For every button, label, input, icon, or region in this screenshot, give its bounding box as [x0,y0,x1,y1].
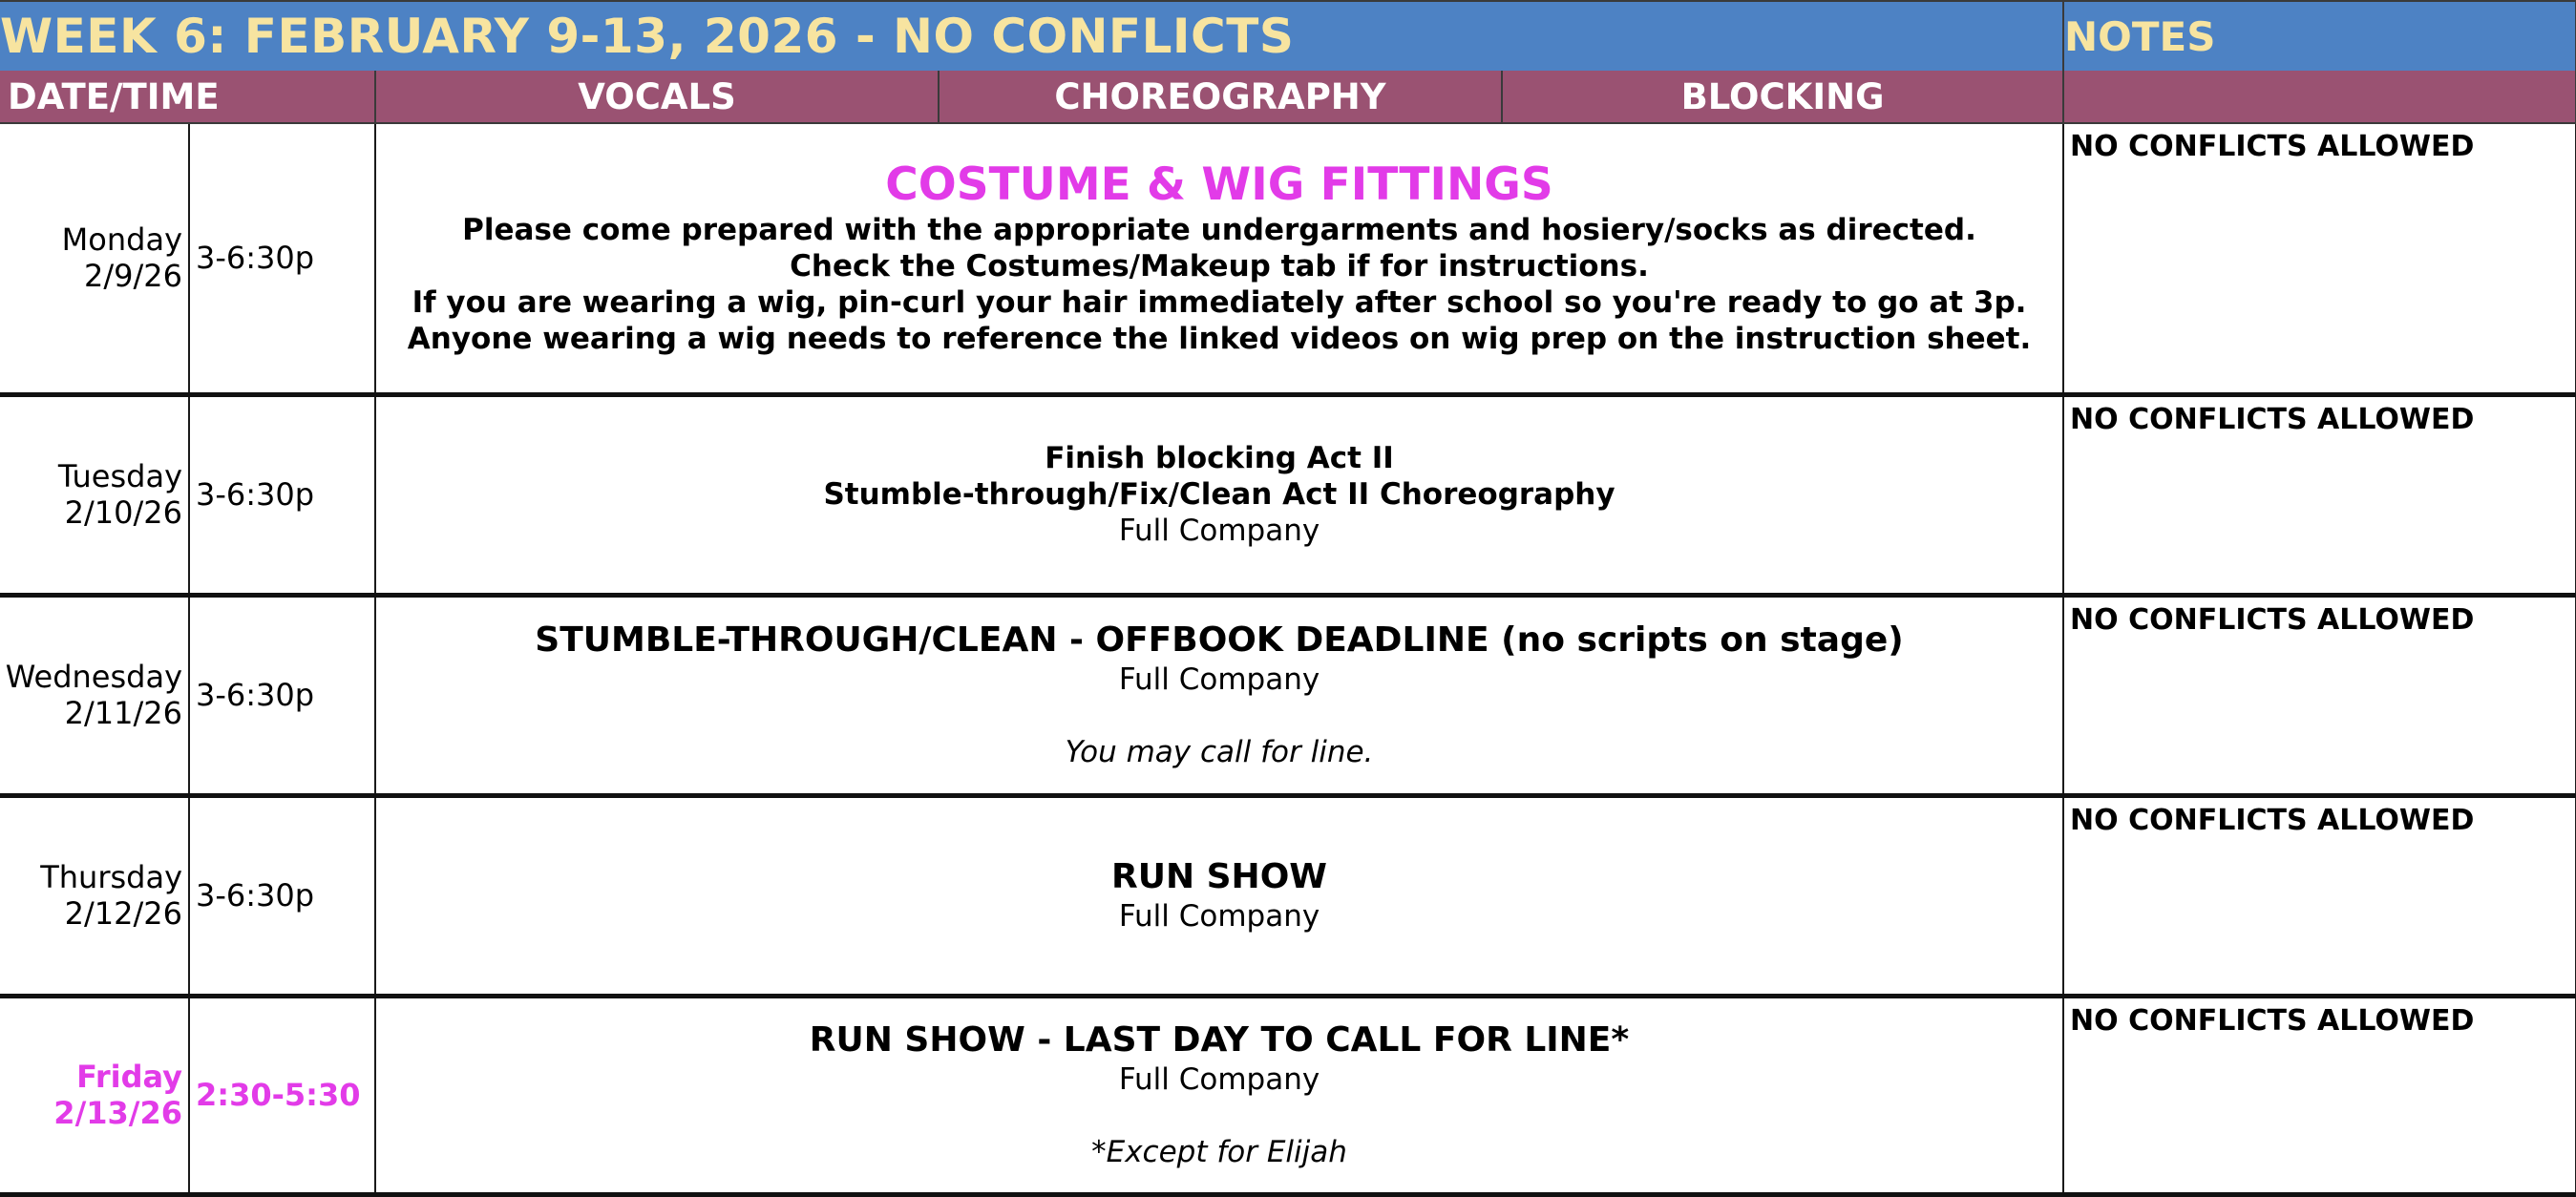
blocking-header[interactable]: BLOCKING [1502,71,2063,123]
column-header-row [0,71,2576,123]
date-cell[interactable] [0,996,189,1194]
vocals-header[interactable]: VOCALS [375,71,939,123]
activity-line: Anyone wearing a wig needs to reference the linked videos on wig prep on the instruction sheet. [407,322,2032,357]
activity-note: You may call for line. [1065,735,1374,769]
notes-header[interactable]: NOTES [2063,1,2576,71]
schedule-row-tuesday [0,394,2576,595]
day-date: 2/13/26 [53,1095,182,1131]
day-name: Tuesday [57,458,182,494]
activity-cell[interactable] [375,795,2063,996]
day-name: Thursday [40,859,182,895]
activity-line: Finish blocking Act II [1045,441,1394,475]
time-cell[interactable]: 3-6:30p [189,394,375,595]
schedule-row-monday [0,123,2576,394]
activity-cell[interactable] [375,595,2063,795]
day-name: Wednesday [5,659,182,695]
time-cell[interactable]: 3-6:30p [189,123,375,394]
date-cell[interactable] [0,123,189,394]
activity-cell[interactable] [375,394,2063,595]
choreography-header[interactable]: CHOREOGRAPHY [939,71,1502,123]
day-date: 2/9/26 [84,258,182,295]
datetime-header[interactable]: DATE/TIME [0,71,375,123]
notes-cell[interactable]: NO CONFLICTS ALLOWED [2063,996,2576,1194]
title-row [0,1,2576,71]
activity-line: Stumble-through/Fix/Clean Act II Choreography [823,477,1615,512]
activity-line: Full Company [1118,1062,1320,1097]
day-date: 2/10/26 [64,494,182,531]
schedule-row-wednesday [0,595,2576,795]
notes-cell[interactable]: NO CONFLICTS ALLOWED [2063,795,2576,996]
notes-cell[interactable]: NO CONFLICTS ALLOWED [2063,595,2576,795]
activity-note: *Except for Elijah [1091,1135,1347,1169]
time-cell[interactable]: 3-6:30p [189,595,375,795]
notes-header-blank[interactable] [2063,71,2576,123]
activity-headline: COSTUME & WIG FITTINGS [885,158,1553,212]
activity-line: If you are wearing a wig, pin-curl your hair immediately after school so you're ready to go at 3p. [412,285,2027,321]
spacer [376,698,2062,734]
schedule-row-friday [0,996,2576,1194]
activity-headline: RUN SHOW - LAST DAY TO CALL FOR LINE* [809,1020,1630,1060]
day-name: Friday [76,1059,182,1095]
activity-line: Check the Costumes/Makeup tab if for instructions. [790,249,1649,284]
week-title[interactable]: WEEK 6: FEBRUARY 9-13, 2026 - NO CONFLICTS [0,1,2063,71]
time-cell[interactable]: 2:30-5:30 [189,996,375,1194]
date-cell[interactable] [0,595,189,795]
date-cell[interactable] [0,394,189,595]
time-cell[interactable]: 3-6:30p [189,795,375,996]
activity-headline: RUN SHOW [1111,857,1327,896]
date-cell[interactable] [0,795,189,996]
day-date: 2/12/26 [64,895,182,932]
schedule-row-thursday [0,795,2576,996]
notes-cell[interactable]: NO CONFLICTS ALLOWED [2063,394,2576,595]
activity-line: Please come prepared with the appropriate undergarments and hosiery/socks as directed. [462,213,1976,248]
activity-headline: STUMBLE-THROUGH/CLEAN - OFFBOOK DEADLINE (no scripts on stage) [535,620,1904,660]
notes-cell[interactable]: NO CONFLICTS ALLOWED [2063,123,2576,394]
spacer [376,1098,2062,1134]
day-name: Monday [61,221,182,259]
activity-line: Full Company [1118,899,1320,934]
activity-line: Full Company [1118,662,1320,697]
day-date: 2/11/26 [64,695,182,731]
activity-cell[interactable] [375,123,2063,394]
activity-cell[interactable] [375,996,2063,1194]
activity-line: Full Company [1118,514,1320,548]
